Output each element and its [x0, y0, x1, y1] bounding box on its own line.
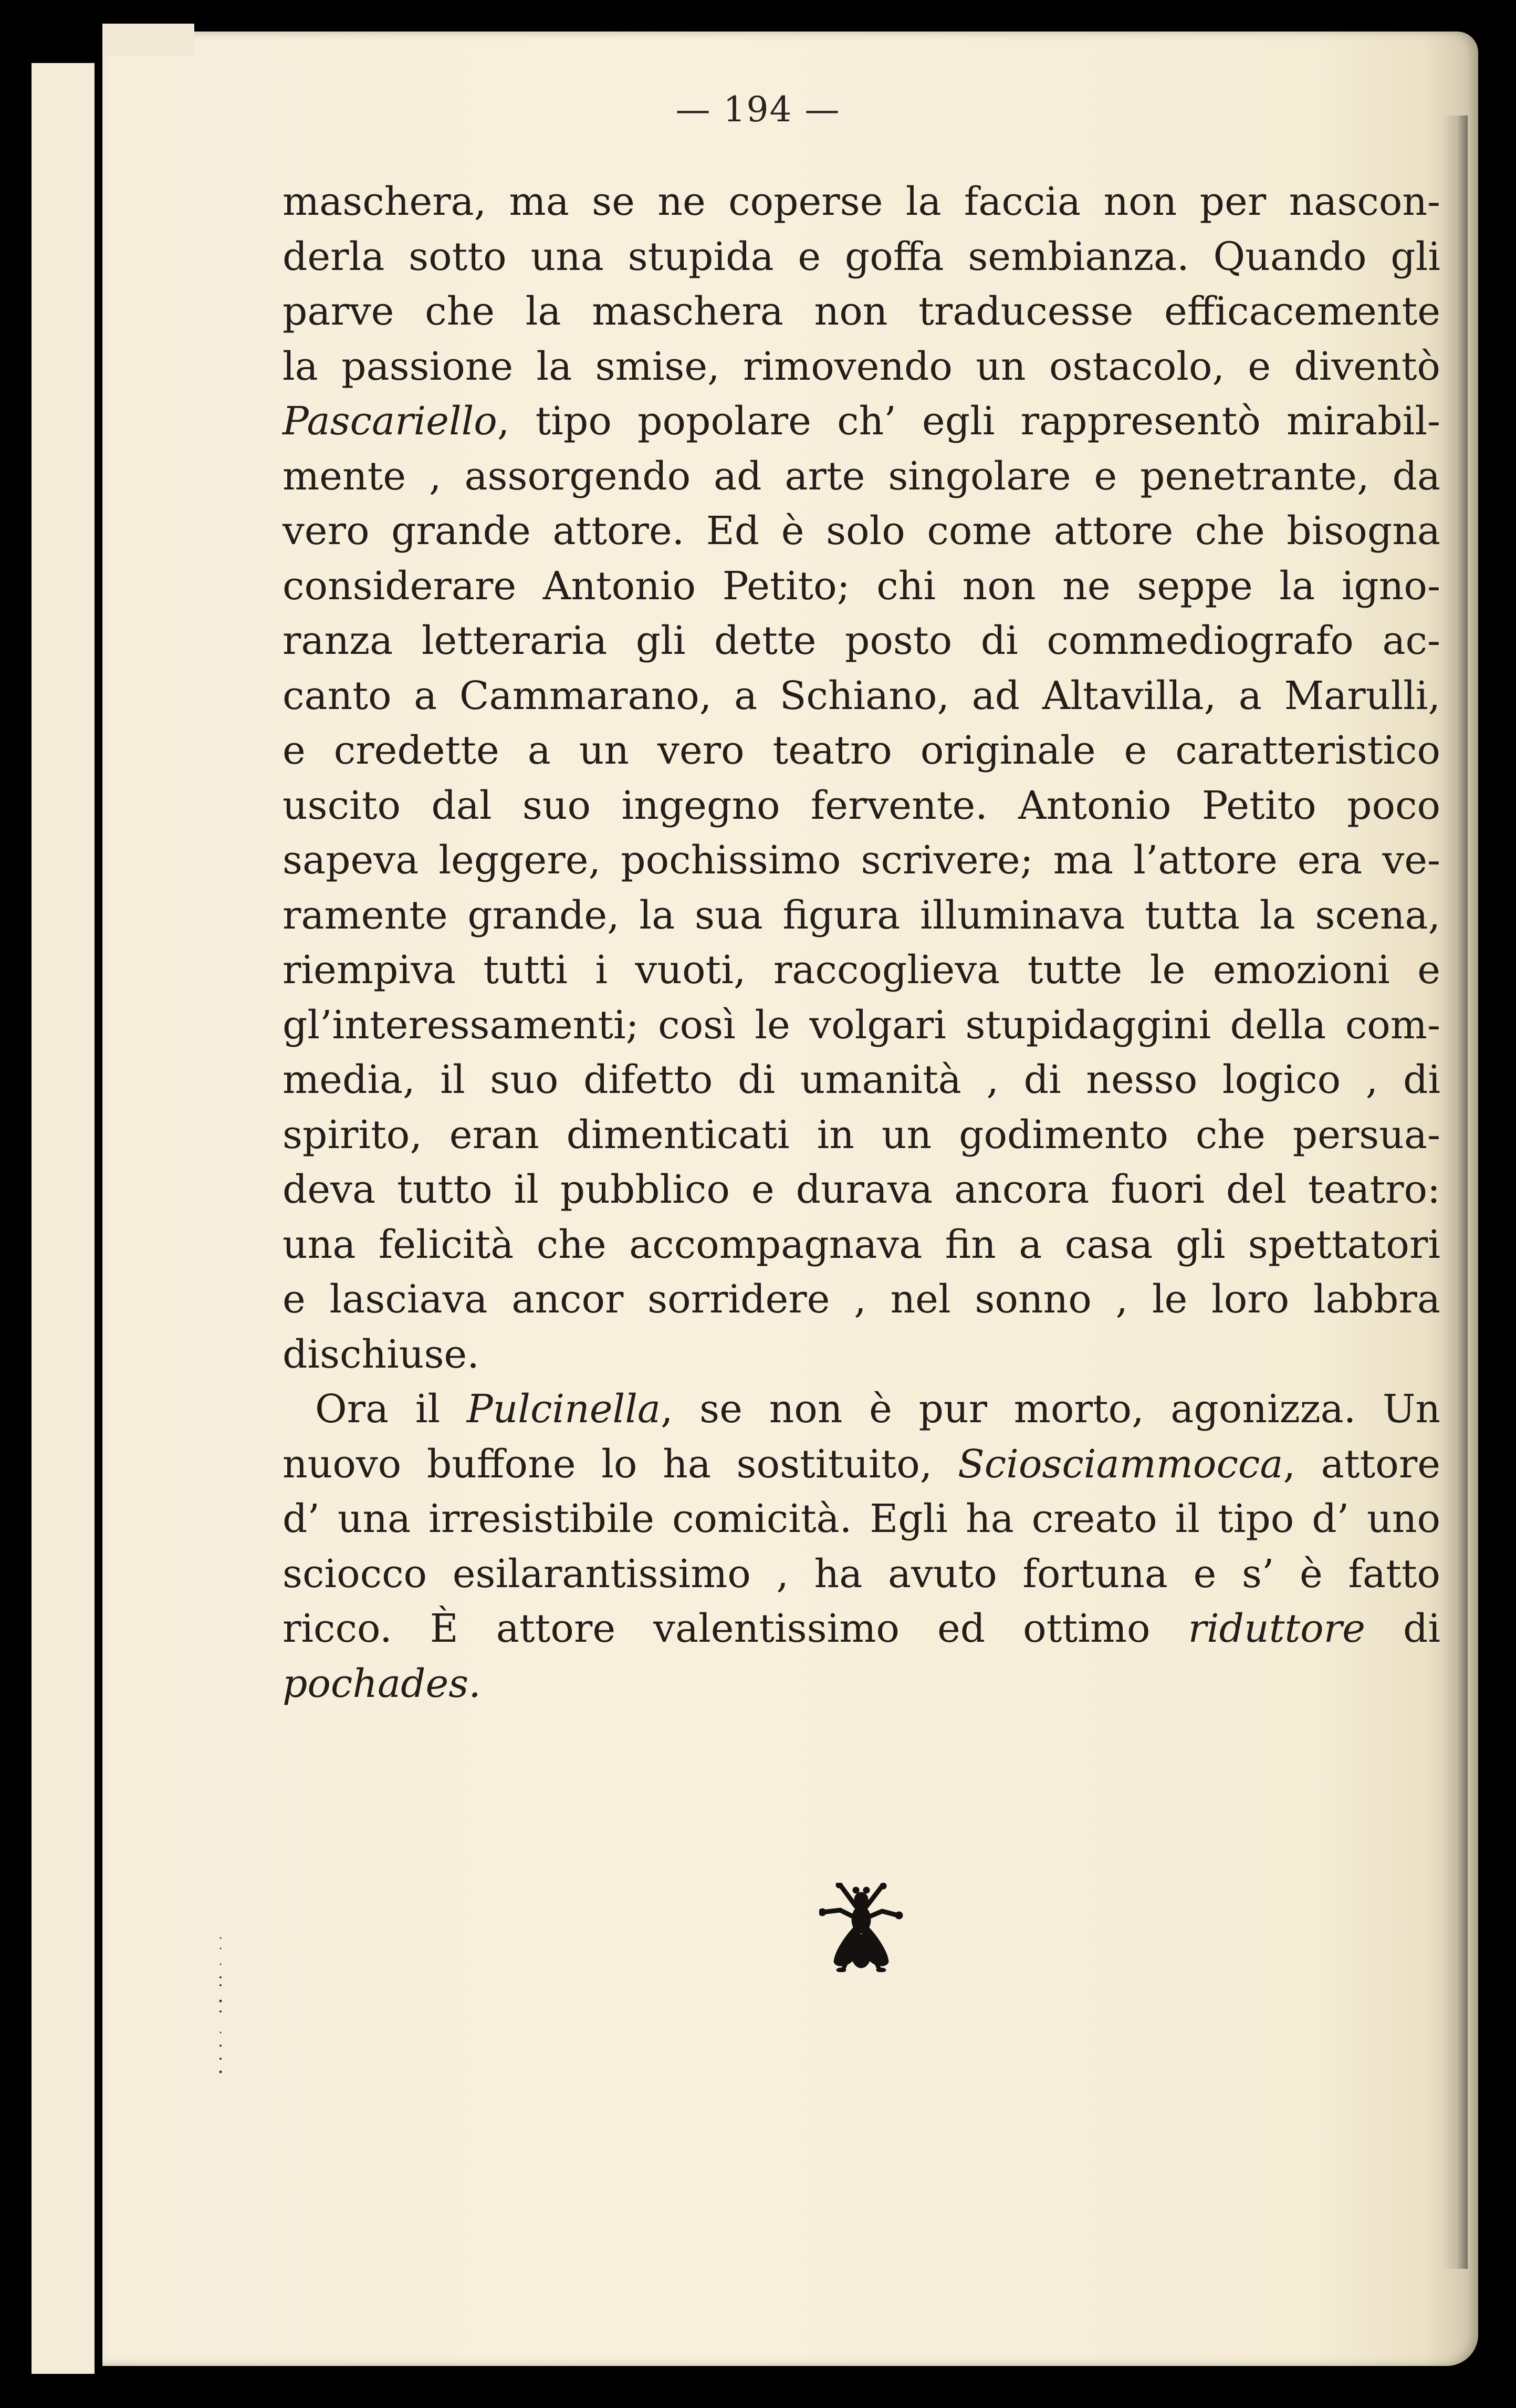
text-line [283, 998, 1440, 1053]
text-run: ramente grande, la sua figura illuminava tutta la scena, [283, 892, 1440, 938]
text-run: sciocco esilarantissimo , ha avuto fortuna e s’ è fatto [283, 1551, 1440, 1597]
text-line [283, 339, 1440, 394]
page-tab-edge [102, 24, 194, 55]
text-line [283, 230, 1440, 285]
text-line [283, 1217, 1440, 1273]
text-line [283, 669, 1440, 724]
text-run: ranza letteraria gli dette posto di commediografo ac- [283, 618, 1440, 663]
italic-text: riduttore [1188, 1606, 1365, 1651]
text-run: sapeva leggere, pochissimo scrivere; ma l’attore era ve- [283, 838, 1440, 883]
text-run: mente , assorgendo ad arte singolare e penetrante, da [283, 453, 1440, 499]
text-run: vero grande attore. Ed è solo come attore che bisogna [283, 508, 1440, 554]
text-line [283, 613, 1440, 669]
text-line [283, 1272, 1440, 1327]
page-curl-shadow [1441, 116, 1468, 2269]
body-text [283, 174, 1440, 1711]
text-line [283, 1492, 1440, 1547]
text-line [283, 449, 1440, 504]
underlying-page-edge [32, 63, 95, 2374]
text-run: d’ una irresistibile comicità. Egli ha creato il tipo d’ uno [283, 1496, 1440, 1541]
text-run: uscito dal suo ingegno fervente. Antonio Petito poco [283, 783, 1440, 828]
text-run: media, il suo difetto di umanità , di nesso logico , di [283, 1057, 1440, 1102]
text-run: gl’interessamenti; così le volgari stupidaggini della com- [283, 1002, 1440, 1048]
text-run: una felicità che accompagnava fin a casa gli spettatori [283, 1222, 1440, 1267]
page-number: — 194 — [675, 89, 841, 130]
text-run: riempiva tutti i vuoti, raccoglieva tutte le emozioni e [283, 947, 1440, 993]
margin-pencil-marks [215, 1933, 226, 2090]
text-line [283, 1162, 1440, 1217]
text-line [283, 174, 1440, 230]
text-line [283, 778, 1440, 833]
italic-text: Pascariello [283, 399, 497, 444]
text-run: , attore [1283, 1441, 1440, 1487]
text-line [283, 833, 1440, 888]
text-run: Ora il [315, 1387, 467, 1432]
text-line [283, 1108, 1440, 1163]
text-line [283, 723, 1440, 778]
text-line [283, 888, 1440, 943]
text-run: ricco. È attore valentissimo ed ottimo [283, 1606, 1188, 1651]
text-run: parve che la maschera non traducesse efficacemente [283, 289, 1440, 334]
text-run: nuovo buffone lo ha sostituito, [283, 1441, 958, 1487]
text-line [283, 504, 1440, 559]
text-run: la passione la smise, rimovendo un ostacolo, e diventò [283, 343, 1440, 389]
text-line [283, 284, 1440, 339]
text-run: derla sotto una stupida e goffa sembianza. Quando gli [283, 234, 1440, 279]
text-run: considerare Antonio Petito; chi non ne seppe la igno- [283, 563, 1440, 609]
text-run: deva tutto il pubblico e durava ancora fuori del teatro: [283, 1167, 1440, 1212]
text-run: di [1365, 1606, 1440, 1651]
text-line [283, 1547, 1440, 1602]
text-run: maschera, ma se ne coperse la faccia non per nascon- [283, 179, 1440, 224]
text-line [283, 1327, 1440, 1382]
fly-icon [819, 1883, 903, 1972]
text-line [283, 394, 1440, 449]
text-run: , tipo popolare ch’ egli rappresentò mirabil- [497, 399, 1440, 444]
text-run: spirito, eran dimenticati in un godimento che persua- [283, 1112, 1440, 1158]
italic-text: Pulcinella [466, 1387, 661, 1432]
text-line [283, 1382, 1440, 1437]
italic-text: pochades. [283, 1661, 481, 1706]
text-run: dischiuse. [283, 1331, 479, 1377]
text-run: , se non è pur morto, agonizza. Un [660, 1387, 1440, 1432]
text-line [283, 559, 1440, 614]
text-line [283, 1052, 1440, 1108]
text-line [283, 1437, 1440, 1492]
text-line [283, 1601, 1440, 1656]
italic-text: Sciosciammocca [958, 1441, 1283, 1487]
text-run: e credette a un vero teatro originale e caratteristico [283, 728, 1440, 773]
text-line [283, 943, 1440, 998]
text-run: e lasciava ancor sorridere , nel sonno , le loro labbra [283, 1277, 1440, 1322]
text-line [283, 1656, 1440, 1712]
text-run: canto a Cammarano, a Schiano, ad Altavilla, a Marulli, [283, 673, 1440, 718]
